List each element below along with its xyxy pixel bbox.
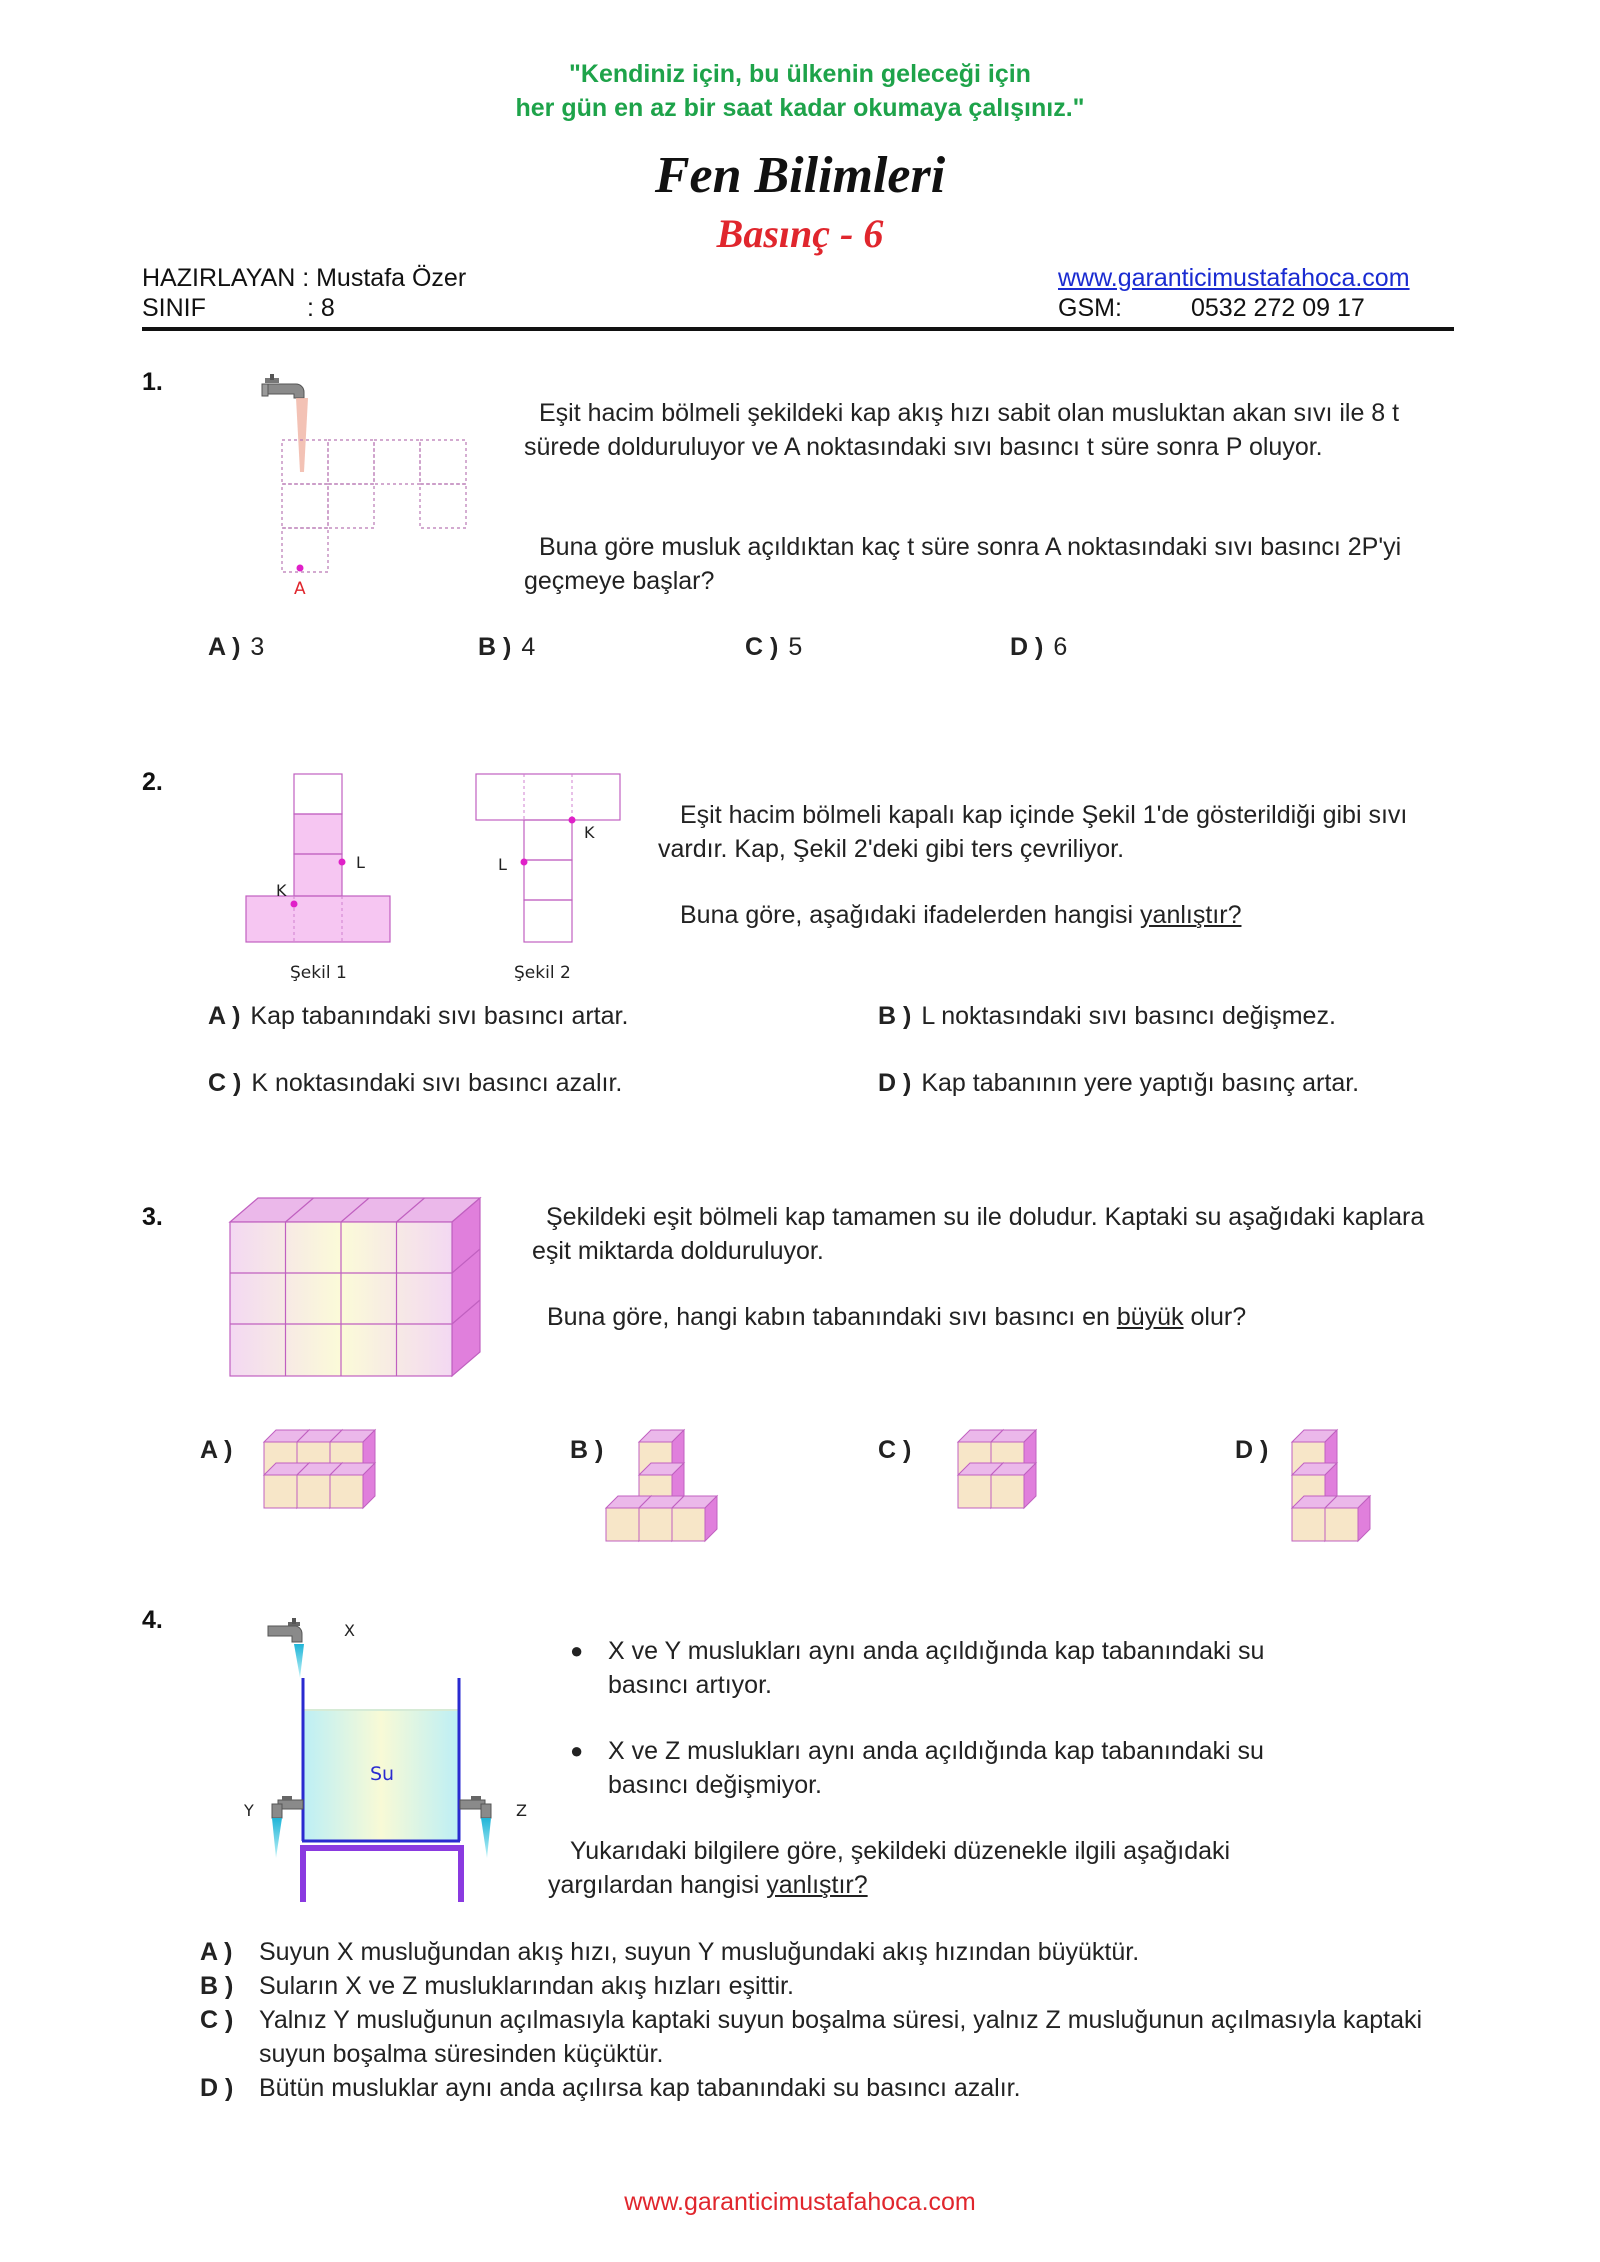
q3-text-1 [532,1200,1432,1268]
q2-question: Buna göre, aşağıdaki ifadelerden hangisi [680,901,1141,929]
q4-option-a[interactable]: A ) Suyun X musluğundan akış hızı, suyun Y musluğundaki akış hızından büyüktür. [200,1938,1140,1966]
q2-fig2-caption: Şekil 2 [514,963,571,983]
q3-question-emphasis: büyük [1116,1303,1184,1331]
gsm-label: GSM: [1058,294,1122,322]
q1-text-1 [524,396,1424,464]
q1-question: Buna göre musluk açıldıktan kaç t süre sonra A noktasındaki sıvı basıncı 2P'yi geçmeye başlar? [524,533,1402,595]
q1-text-2 [524,530,1424,598]
point-k-fig2 [569,817,576,824]
q3-option-d-label[interactable]: D ) [1235,1436,1269,1464]
jet-z [481,1818,491,1858]
jet-y [272,1818,282,1858]
q3-number: 3. [142,1203,163,1231]
q4-label-x: X [344,1621,355,1640]
q1-option-b[interactable]: B ) 4 [478,633,536,661]
faucet-x-icon [268,1618,302,1642]
q2-option-b[interactable]: B ) L noktasındaki sıvı basıncı değişmez. [878,1002,1336,1030]
stand-right-leg [458,1845,464,1902]
q4-figure [234,1614,544,1904]
q4-label-y: Y [244,1801,254,1820]
q2-fig2-label-l: L [498,855,507,874]
q4-bullet-1: ● X ve Y muslukları aynı anda açıldığında kap tabanındaki su basıncı artıyor. [568,1634,1348,1702]
q1-label-a: A [294,579,306,599]
faucet-icon [262,374,304,398]
q2-stem: Eşit hacim bölmeli kapalı kap içinde Şekil 1'de gösterildiği gibi sıvı vardır. Kap, Şekil 2'deki gibi ters çevriliyor. [658,801,1408,863]
stand-top [300,1845,464,1851]
page-title: Fen Bilimleri [654,147,946,204]
point-k-fig1 [291,901,298,908]
stand-left-leg [300,1845,306,1902]
q2-fig1-label-l: L [356,853,365,872]
q2-option-a[interactable]: A ) Kap tabanındaki sıvı basıncı artar. [208,1002,629,1030]
jet-x [294,1644,304,1678]
header-divider [142,327,1454,331]
point-l-fig2 [521,859,528,866]
q4-option-d[interactable]: D ) Bütün musluklar aynı anda açılırsa kap tabanındaki su basıncı azalır. [200,2074,1021,2102]
header-website-link[interactable]: www.garanticimustafahoca.com [1058,264,1410,292]
point-l-fig1 [339,859,346,866]
faucet-y-icon [272,1796,303,1818]
q3-option-b-container[interactable] [604,1428,734,1540]
q4-option-b[interactable]: B ) Suların X ve Z musluklarından akış hızları eşittir. [200,1972,794,2000]
q1-stem: Eşit hacim bölmeli şekildeki kap akış hızı sabit olan musluktan akan sıvı ile 8 t sürede dolduruluyor ve A noktasındaki sıvı basıncı t süre sonra P oluyor. [524,399,1400,461]
q3-question: Buna göre, hangi kabın tabanındaki sıvı basıncı en [547,1303,1117,1331]
motto-line-2: her gün en az bir saat kadar okumaya çalışınız." [515,94,1085,122]
cube-cell [672,1496,717,1541]
author-label: HAZIRLAYAN : Mustafa Özer [142,264,467,292]
q2-figure-2 [476,774,620,983]
q3-option-c-container[interactable] [956,1428,1056,1508]
q4-number: 4. [142,1606,163,1634]
q3-option-d-container[interactable] [1290,1428,1390,1540]
q2-figures [236,764,656,994]
q2-fig2-label-k: K [584,823,595,842]
q3-stem: Şekildeki eşit bölmeli kap tamamen su ile doludur. Kaptaki su aşağıdaki kaplara eşit miktarda dolduruluyor. [532,1203,1425,1265]
q1-figure [250,372,480,612]
q3-text-2: Buna göre, hangi kabın tabanındaki sıvı basıncı en büyük olur? [547,1303,1247,1331]
footer-website-link[interactable]: www.garanticimustafahoca.com [624,2188,976,2216]
faucet-z-icon [460,1796,491,1818]
q2-text-2 [680,898,1440,932]
q2-fig1-caption: Şekil 1 [290,963,347,983]
q3-main-container [226,1194,486,1384]
q4-label-su: Su [370,1763,395,1785]
q2-option-d[interactable]: D ) Kap tabanının yere yaptığı basınç artar. [878,1069,1360,1097]
q2-figure-1 [246,774,390,983]
q3-option-a-label[interactable]: A ) [200,1436,233,1464]
q4-option-c[interactable]: C ) Yalnız Y musluğunun açılmasıyla kaptaki suyun boşalma süresi, yalnız Z musluğunun açılmasıyla kaptaki suyun boşalma süresinden küçüktür. [200,2006,1423,2068]
bullet-icon: ● [570,1638,584,1663]
q3-option-a-container[interactable] [262,1428,392,1508]
class-value: : 8 [307,294,335,322]
q4-text [548,1834,1348,1902]
q3-option-c-label[interactable]: C ) [878,1436,912,1464]
q1-option-c[interactable]: C ) 5 [745,633,803,661]
q4-bullet-2: ● X ve Z muslukları aynı anda açıldığında kap tabanındaki su basıncı değişmiyor. [568,1734,1348,1802]
q2-text-1 [658,798,1428,866]
class-label: SINIF [142,294,206,322]
q1-container-grid [282,440,466,572]
q2-option-c[interactable]: C ) K noktasındaki sıvı basıncı azalır. [208,1069,623,1097]
gsm-value: 0532 272 09 17 [1191,294,1365,322]
cube-cell [991,1463,1036,1508]
q3-option-b-label[interactable]: B ) [570,1436,604,1464]
cube-cell [1325,1496,1370,1541]
q4-label-z: Z [516,1801,527,1820]
q1-option-d[interactable]: D ) 6 [1010,633,1068,661]
bullet-icon: ● [570,1738,584,1763]
q2-fig1-label-k: K [276,881,287,900]
q1-number: 1. [142,368,163,396]
q4-question: Yukarıdaki bilgilere göre, şekildeki düzenekle ilgili aşağıdaki yargılardan hangisi [548,1837,1231,1899]
point-a [297,565,304,572]
q1-option-a[interactable]: A ) 3 [208,633,265,661]
q4-question-emphasis: yanlıştır? [766,1871,868,1899]
motto-line-1: "Kendiniz için, bu ülkenin geleceği için [569,60,1031,88]
water-stream [296,398,308,472]
q2-number: 2. [142,768,163,796]
page-subtitle: Basınç - 6 [716,211,884,256]
q2-question-emphasis: yanlıştır? [1140,901,1242,929]
cube-cell [330,1463,375,1508]
